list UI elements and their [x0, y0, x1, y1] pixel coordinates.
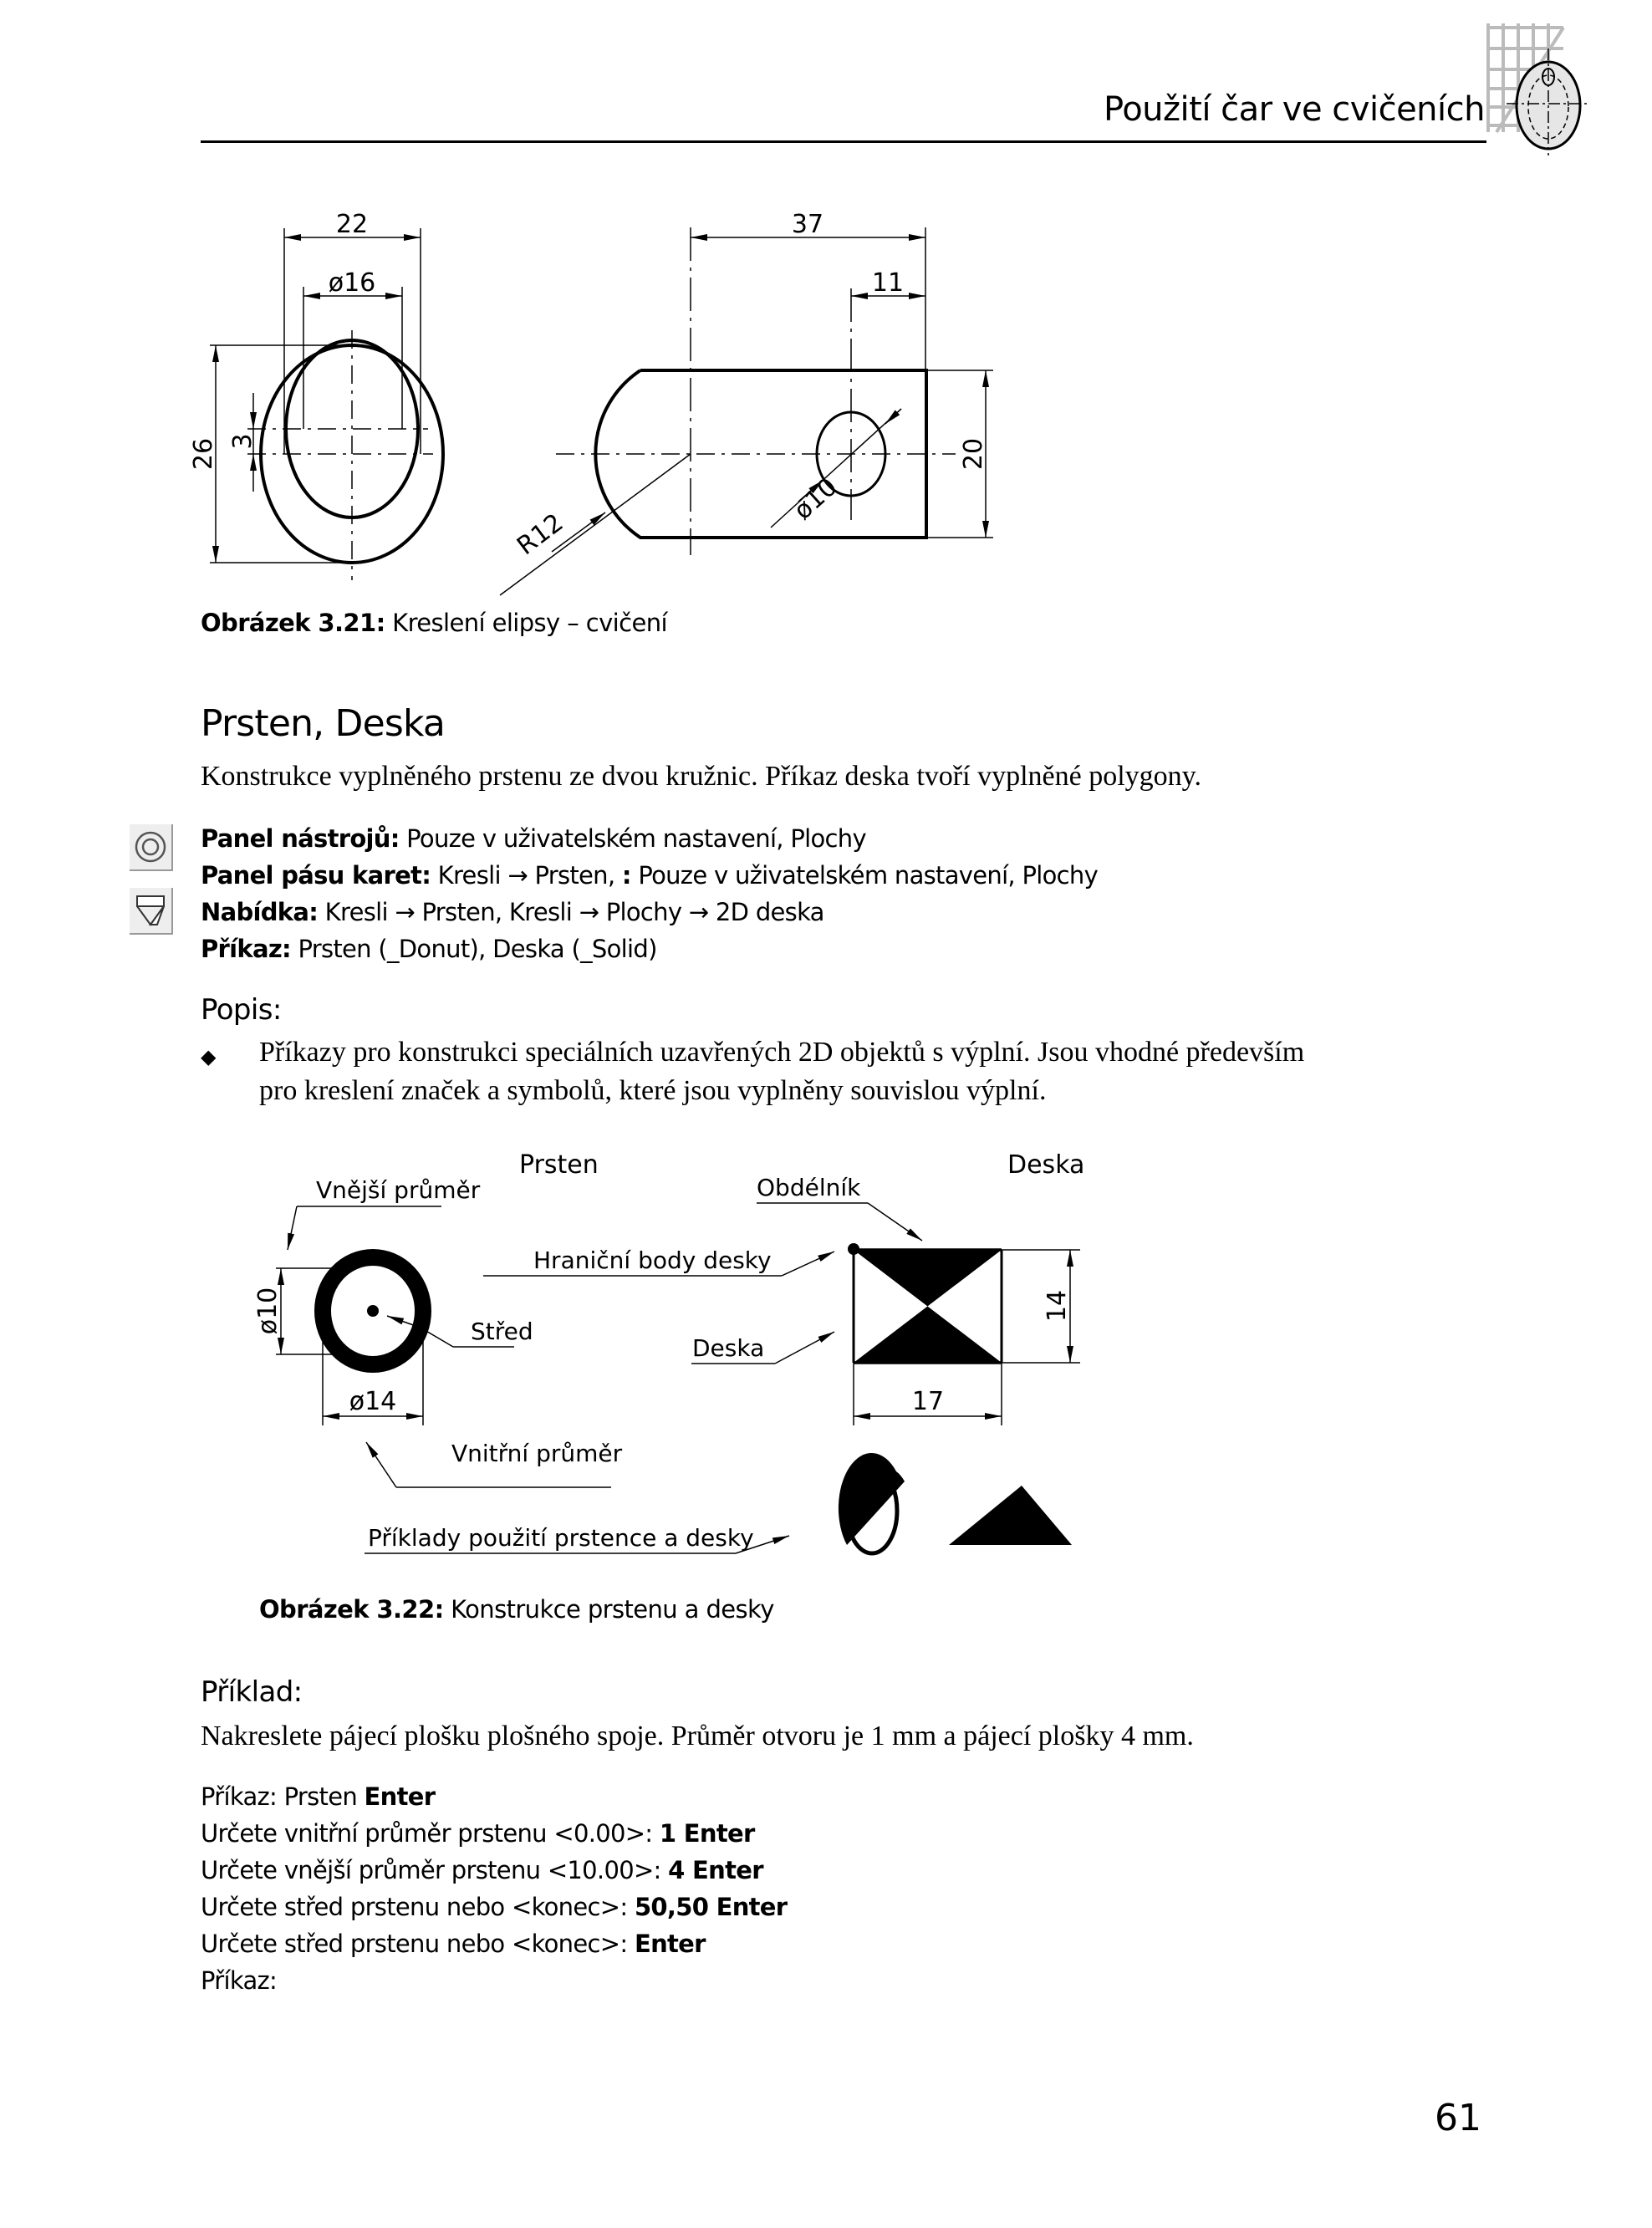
popis-heading: Popis: — [201, 993, 282, 1027]
caption-text: Konstrukce prstenu a desky — [443, 1595, 774, 1624]
command-input: Enter — [634, 1930, 706, 1958]
figure-3-21-drawing — [0, 0, 1652, 602]
dim-dia-16: ø16 — [328, 268, 376, 298]
label-outer-diameter: Vnější průměr — [316, 1176, 481, 1204]
info-text: Prsten (_Donut), Deska (_Solid) — [290, 935, 657, 963]
figure-3-21-caption — [201, 609, 667, 637]
bullet-icon: ◆ — [201, 1046, 217, 1068]
dim-dia-10: ø10 — [253, 1287, 283, 1335]
caption-label: Obrázek 3.22: — [259, 1595, 444, 1624]
bullet-line-2: pro kreslení značek a symbolů, které jsou vyplněny souvislou výplní. — [259, 1075, 1047, 1106]
dim-14-vertical: 14 — [1043, 1289, 1072, 1323]
page-number: 61 — [1435, 2097, 1481, 2139]
label-examples: Příklady použití prstence a desky — [368, 1524, 754, 1552]
dim-17: 17 — [911, 1387, 945, 1416]
command-line — [201, 1782, 435, 1811]
donut-tool-icon — [130, 824, 173, 871]
figure-3-22-drawing — [0, 1120, 1652, 1588]
label-inner-diameter: Vnitřní průměr — [451, 1440, 623, 1467]
command-prompt: Určete střed prstenu nebo <konec>: — [201, 1893, 635, 1921]
dim-37: 37 — [791, 210, 824, 239]
dim-26: 26 — [189, 437, 218, 471]
label-solid: Deska — [692, 1334, 765, 1362]
command-line — [201, 1856, 763, 1884]
boundary-point-marker — [848, 1243, 859, 1255]
info-text: Kresli → Prsten, — [431, 861, 622, 890]
command-prompt: Příkaz: — [201, 1966, 278, 1995]
dim-dia-10: ø10 — [788, 472, 844, 526]
running-header-title: Použití čar ve cvičeních — [1104, 90, 1485, 129]
info-text: Pouze v uživatelském nastavení, Plochy — [399, 824, 866, 853]
dim-dia-14: ø14 — [349, 1387, 397, 1416]
info-label: Panel pásu karet: — [201, 861, 431, 890]
example-triangle — [949, 1486, 1072, 1545]
info-ribbon — [201, 861, 1098, 890]
command-input: 1 Enter — [659, 1819, 755, 1848]
command-line — [201, 1930, 706, 1958]
dim-20: 20 — [959, 437, 988, 471]
info-label: Panel nástrojů: — [201, 824, 400, 853]
command-prompt: Určete vnější průměr prstenu <10.00>: — [201, 1856, 669, 1884]
dim-11: 11 — [871, 268, 905, 298]
command-line — [201, 1966, 277, 1995]
title-deska: Deska — [1007, 1150, 1085, 1180]
info-command — [201, 935, 657, 963]
dim-3: 3 — [228, 433, 257, 450]
command-prompt: Určete vnitřní průměr prstenu <0.00>: — [201, 1819, 660, 1848]
command-line — [201, 1893, 787, 1921]
label-boundary-points: Hraniční body desky — [533, 1247, 772, 1274]
command-prompt: Příkaz: Prsten — [201, 1782, 365, 1811]
command-input: 50,50 Enter — [634, 1893, 788, 1921]
info-text: Kresli → Prsten, Kresli → Plochy → 2D deska — [318, 898, 824, 926]
label-center: Střed — [471, 1318, 533, 1345]
donut-center-dot — [367, 1305, 379, 1317]
info-menu — [201, 898, 824, 926]
info-label: : — [621, 861, 631, 890]
command-input: 4 Enter — [668, 1856, 763, 1884]
section-intro: Konstrukce vyplněného prstenu ze dvou kružnic. Příkaz deska tvoří vyplněné polygony. — [201, 761, 1201, 792]
figure-3-22-caption — [259, 1595, 774, 1624]
bullet-line-1: Příkazy pro konstrukci speciálních uzavřených 2D objektů s výplní. Jsou vhodné především — [259, 1037, 1305, 1068]
caption-label: Obrázek 3.21: — [201, 609, 385, 637]
section-heading: Prsten, Deska — [201, 702, 446, 745]
command-line — [201, 1819, 755, 1848]
solid-bowtie — [854, 1250, 1002, 1363]
command-input: Enter — [364, 1782, 436, 1811]
info-toolbar — [201, 824, 866, 853]
dim-r12: R12 — [512, 507, 569, 562]
caption-text: Kreslení elipsy – cvičení — [385, 609, 667, 637]
info-text: Pouze v uživatelském nastavení, Plochy — [630, 861, 1099, 890]
title-prsten: Prsten — [519, 1150, 599, 1180]
info-label: Nabídka: — [201, 898, 319, 926]
dim-22: 22 — [335, 210, 369, 239]
example-text: Nakreslete pájecí plošku plošného spoje. Průměr otvoru je 1 mm a pájecí plošky 4 mm. — [201, 1721, 1194, 1751]
example-heading: Příklad: — [201, 1675, 303, 1709]
solid-tool-icon — [130, 888, 173, 935]
label-rectangle: Obdélník — [757, 1174, 861, 1201]
command-prompt: Určete střed prstenu nebo <konec>: — [201, 1930, 635, 1958]
info-label: Příkaz: — [201, 935, 291, 963]
